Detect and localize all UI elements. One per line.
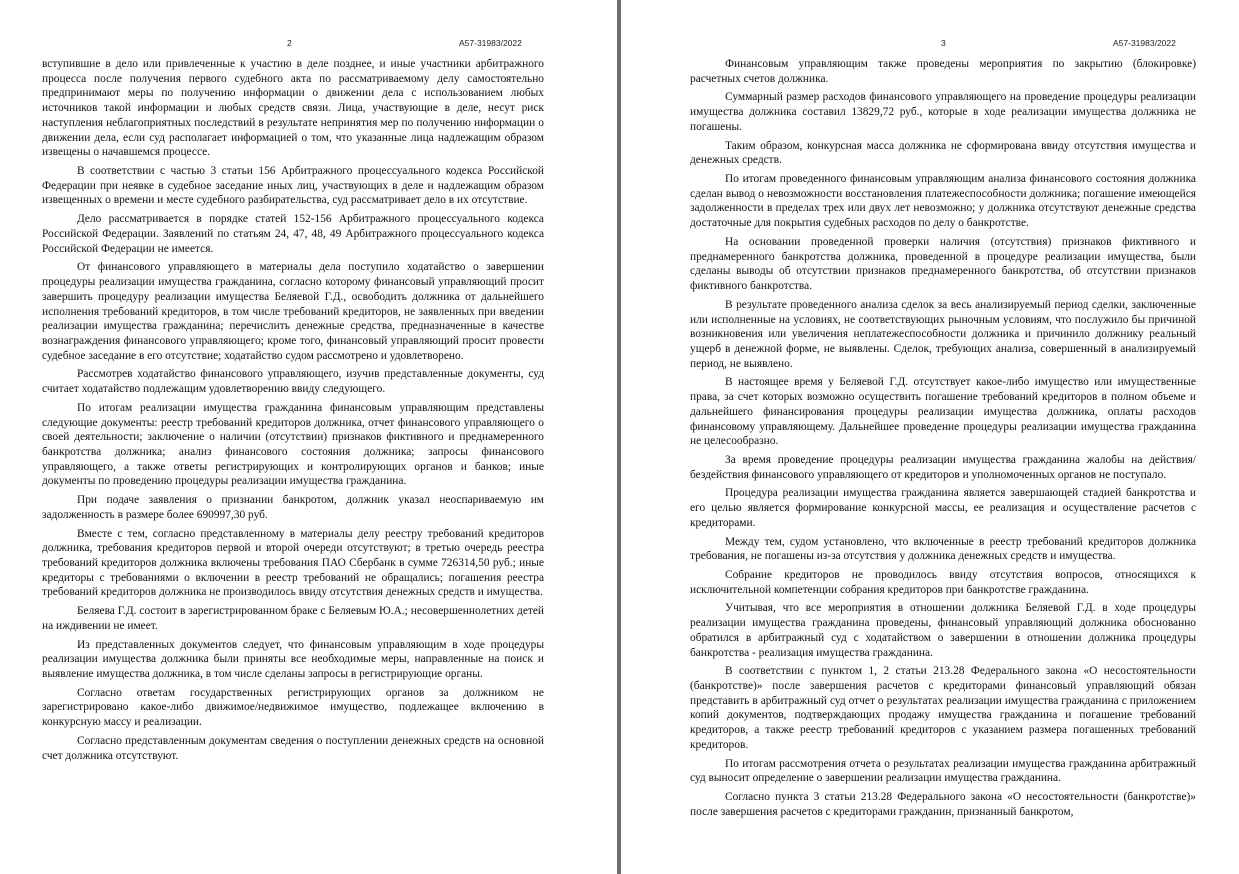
paragraph: За время проведение процедуры реализации имущества гражданина жалобы на действия/бездействия финансового управляющего от кредиторов и уполномоченных органов не поступало.	[690, 453, 1196, 481]
paragraph: Согласно представленным документам сведения о поступлении денежных средств на основной счет должника отсутствуют.	[42, 734, 544, 762]
paragraph: Согласно ответам государственных регистрирующих органов за должником не зарегистрировано какое-либо движимое/недвижимое имущество, подлежащее включению в конкурсную массу и реализации.	[42, 686, 544, 729]
paragraph: Суммарный размер расходов финансового управляющего на проведение процедуры реализации имущества должника составил 13829,72 руб., которые в ходе реализации имущества должника не погашены.	[690, 91, 1196, 133]
paragraph: Из представленных документов следует, что финансовым управляющим в ходе процедуры реализации имущества должника были приняты все необходимые меры, направленные на поиск и выявление имущества должника, в том числе сделаны запросы в регистрирующие органы.	[42, 638, 544, 681]
paragraph: Беляева Г.Д. состоит в зарегистрированном браке с Беляевым Ю.А.; несовершеннолетних детей на иждивении не имеет.	[42, 605, 544, 632]
paragraph: На основании проведенной проверки наличия (отсутствия) признаков фиктивного и преднамеренного банкротства должника, проведенной в процедуре реализации имущества, были сделаны выводы об отсутствии признаков преднамеренного банкротства, об отсутствии признаков фиктивного банкротства.	[690, 235, 1196, 293]
paragraph: Между тем, судом установлено, что включенные в реестр требований кредиторов должника требования, не погашены из-за отсутствия у должника денежных средств и имущества.	[690, 535, 1196, 563]
document-page-left	[0, 0, 617, 874]
paragraph: Таким образом, конкурсная масса должника не сформирована ввиду отсутствия имущества и денежных средств.	[690, 139, 1196, 167]
paragraph: Процедура реализации имущества гражданина является завершающей стадией банкротства и его целью является формирование конкурсной массы, ее реализация и осуществление расчетов с кредиторами.	[690, 487, 1196, 529]
paragraph: При подаче заявления о признании банкротом, должник указал неоспариваемую им задолженность в размере более 690997,30 руб.	[42, 494, 544, 521]
paragraph: В настоящее время у Беляевой Г.Д. отсутствует какое-либо имущество или имущественные права, за счет которых возможно осуществить погашение требований кредиторов в полном объеме и дальнейшего финансирования процедуры реализации имущества должника, оплаты расходов финансовому управляющему. Дальнейшее проведение процедуры реализации имущества гражданина не целесообразно.	[690, 376, 1196, 448]
case-number: А57-31983/2022	[1113, 38, 1176, 48]
paragraph: В результате проведенного анализа сделок за весь анализируемый период сделки, заключенные или исполненные на условиях, не соответствующих рыночным условиям, что послужило бы причиной возникновения или увеличения неплатежеспособности должника и причинило должнику реальный ущерб в денежной форме, не выявлены. Сделок, требующих анализа, совершенный в анализируемый период, не выявлено.	[690, 298, 1196, 370]
paragraph: По итогам рассмотрения отчета о результатах реализации имущества гражданина арбитражный суд выносит определение о завершении реализации имущества гражданина.	[690, 757, 1196, 785]
page-number: 2	[287, 38, 292, 48]
paragraph: Дело рассматривается в порядке статей 152-156 Арбитражного процессуального кодекса Российской Федерации. Заявлений по статьям 24, 47, 48, 49 Арбитражного процессуального кодекса Российской Федерации не имеется.	[42, 213, 544, 255]
paragraph: Собрание кредиторов не проводилось ввиду отсутствия вопросов, относящихся к исключительной компетенции собрания кредиторов при банкротстве гражданина.	[690, 569, 1196, 596]
document-page-right	[621, 0, 1239, 874]
page-body	[42, 57, 544, 767]
case-number: А57-31983/2022	[459, 38, 522, 48]
page-number: 3	[941, 38, 946, 48]
paragraph: вступившие в дело или привлеченные к участию в деле позднее, и иные участники арбитражного процесса после получения первого судебного акта по рассматриваемому делу самостоятельно предпринимают меры по получению информации о движении дела с использованием любых источников такой информации и любых средств связи. Лица, участвующие в деле, несут риск наступления неблагоприятных последствий в результате непринятия мер по получению информации о движении дела, если суд располагает информацией о том, что указанные лица надлежащим образом извещены о начавшемся процессе.	[42, 58, 544, 159]
page-header	[0, 37, 617, 49]
paragraph: По итогам реализации имущества гражданина финансовым управляющим представлены следующие документы: реестр требований кредиторов должника, отчет финансового управляющего о своей деятельности; заключение о наличии (отсутствии) признаков фиктивного и преднамеренного банкротства должника; анализ финансового состояния должника; запросы финансового управляющего, а также ответы регистрирующих и контролирующих органов и банков; иные документы по проведению процедуры реализации имущества гражданина.	[42, 401, 544, 488]
paragraph: Учитывая, что все мероприятия в отношении должника Беляевой Г.Д. в ходе процедуры реализации имущества гражданина проведены, финансовый управляющий должника обоснованно обратился в арбитражный суд с ходатайством о завершении в отношении должника процедуры банкротства - реализация имущества гражданина.	[690, 602, 1196, 659]
page-header	[621, 37, 1239, 49]
paragraph: По итогам проведенного финансовым управляющим анализа финансового состояния должника сделан вывод о невозможности восстановления платежеспособности должника; погашение имеющейся задолженности в пределах трех или двух лет невозможно; у должника отсутствуют денежные средства достаточные для покрытия судебных расходов по делу о банкротстве.	[690, 173, 1196, 230]
page-body	[690, 57, 1196, 824]
paragraph: В соответствии с пунктом 1, 2 статьи 213.28 Федерального закона «О несостоятельности (банкротстве)» после завершения расчетов с кредиторами финансовый управляющий обязан представить в арбитражный суд отчет о результатах реализации имущества гражданина с приложением копий документов, подтверждающих продажу имущества гражданина и погашение требований кредиторов, а также реестр требований кредиторов с указанием размера погашенных требований кредиторов.	[690, 665, 1196, 751]
paragraph: Согласно пункта 3 статьи 213.28 Федерального закона «О несостоятельности (банкротстве)» после завершения расчетов с кредиторами гражданин, признанный банкротом,	[690, 791, 1196, 818]
paragraph: Рассмотрев ходатайство финансового управляющего, изучив представленные документы, суд считает ходатайство подлежащим удовлетворению ввиду следующего.	[42, 368, 544, 396]
paragraph: В соответствии с частью 3 статьи 156 Арбитражного процессуального кодекса Российской Федерации при неявке в судебное заседание иных лиц, участвующих в деле и надлежащим образом извещенных о времени и месте судебного разбирательства, суд рассматривает дело в их отсутствие.	[42, 165, 544, 207]
paragraph: От финансового управляющего в материалы дела поступило ходатайство о завершении процедуры реализации имущества гражданина, согласно которому финансовый управляющий просит завершить процедуру реализации имущества Беляевой Г.Д., освободить должника от дальнейшего исполнения требований кредиторов, в том числе требований кредиторов, не заявленных при введении реализации имущества гражданина; перечислить денежные средства, предназначенные в качестве вознаграждения финансового управляющего; кроме того, финансовый управляющий просит провести судебное заседание в его отсутствие; ходатайство судом рассмотрено и удовлетворено.	[42, 261, 544, 362]
paragraph: Финансовым управляющим также проведены мероприятия по закрытию (блокировке) расчетных счетов должника.	[690, 58, 1196, 85]
paragraph: Вместе с тем, согласно представленному в материалы делу реестру требований кредиторов должника, требования кредиторов первой и второй очереди отсутствуют; в третью очередь реестра требований кредиторов должника включены требования ПАО Сбербанк в сумме 726314,50 руб.; иные кредиторы с требованиями о включении в реестр требований не обращались; погашения реестра требований кредиторов должника не производилось ввиду отсутствия денежных средств и имущества.	[42, 527, 544, 599]
